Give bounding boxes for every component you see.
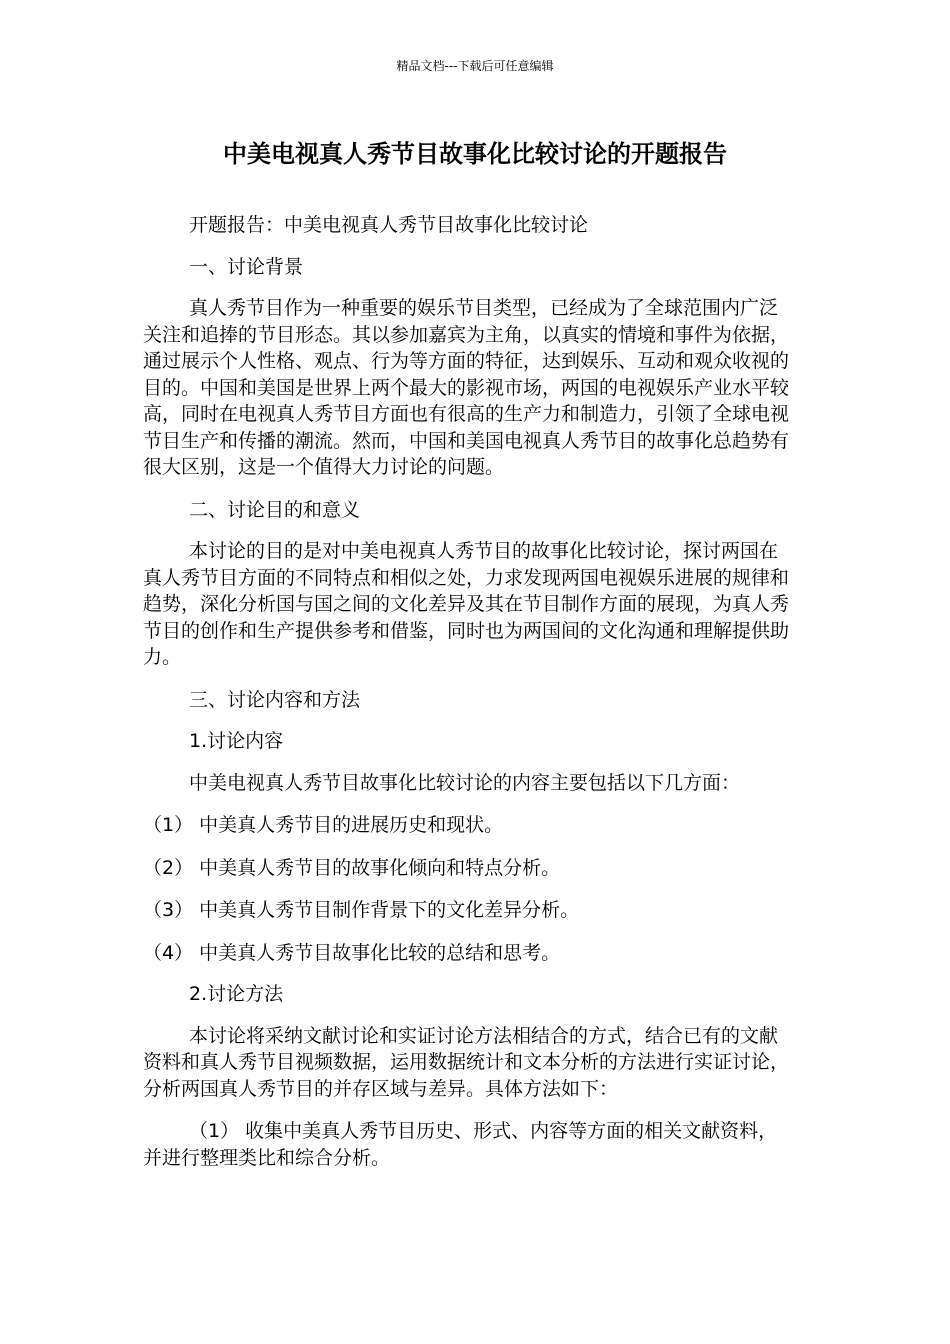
document-title: 中美电视真人秀节目故事化比较讨论的开题报告 <box>223 140 727 168</box>
method-paragraph: 本讨论将采纳文献讨论和实证讨论方法相结合的方式，结合已有的文献资料和真人秀节目视频数据，运用数据统计和文本分析的方法进行实证讨论，分析两国真人秀节目的并存区域与差异。具体方法如下： <box>143 1024 790 1100</box>
document-body <box>143 212 793 1171</box>
method-subheading: 2.讨论方法 <box>189 983 284 1005</box>
report-subtitle: 开题报告：中美电视真人秀节目故事化比较讨论 <box>189 214 589 236</box>
section-2-heading: 二、讨论目的和意义 <box>189 498 361 521</box>
content-subheading: 1.讨论内容 <box>189 730 284 752</box>
content-intro: 中美电视真人秀节目故事化比较讨论的内容主要包括以下几方面： <box>189 771 741 794</box>
section-2-paragraph: 本讨论的目的是对中美电视真人秀节目的故事化比较讨论，探讨两国在真人秀节目方面的不同特点和相似之处，力求发现两国电视娱乐进展的规律和趋势，深化分析国与国之间的文化差异及其在节目制作方面的展现，为真人秀节目的创作和生产提供参考和借鉴，同时也为两国间的文化沟通和理解提供助力。 <box>143 540 790 668</box>
section-3-heading: 三、讨论内容和方法 <box>189 688 361 711</box>
section-1-paragraph: 真人秀节目作为一种重要的娱乐节目类型，已经成为了全球范围内广泛关注和追捧的节目形态。其以参加嘉宾为主角，以真实的情境和事件为依据，通过展示个人性格、观点、行为等方面的特征，达到娱乐、互动和观众收视的目的。中国和美国是世界上两个最大的影视市场，两国的电视娱乐产业水平较高，同时在电视真人秀节目方面也有很高的生产力和制造力，引领了全球电视节目生产和传播的潮流。然而，中国和美国电视真人秀节目的故事化总趋势有很大区别，这是一个值得大力讨论的问题。 <box>143 297 790 478</box>
content-list-item: （2） 中美真人秀节目的故事化倾向和特点分析。 <box>143 856 561 879</box>
page-header: 精品文档---下载后可任意编辑 <box>396 59 554 73</box>
content-list-item: （3） 中美真人秀节目制作背景下的文化差异分析。 <box>143 899 580 921</box>
section-1-heading: 一、讨论背景 <box>189 255 304 278</box>
content-list-item: （1） 中美真人秀节目的进展历史和现状。 <box>143 814 504 836</box>
content-list-item: （4） 中美真人秀节目故事化比较的总结和思考。 <box>143 941 561 964</box>
method-list-item: （1） 收集中美真人秀节目历史、形式、内容等方面的相关文献资料，并进行整理类比和综合分析。 <box>143 1120 778 1169</box>
